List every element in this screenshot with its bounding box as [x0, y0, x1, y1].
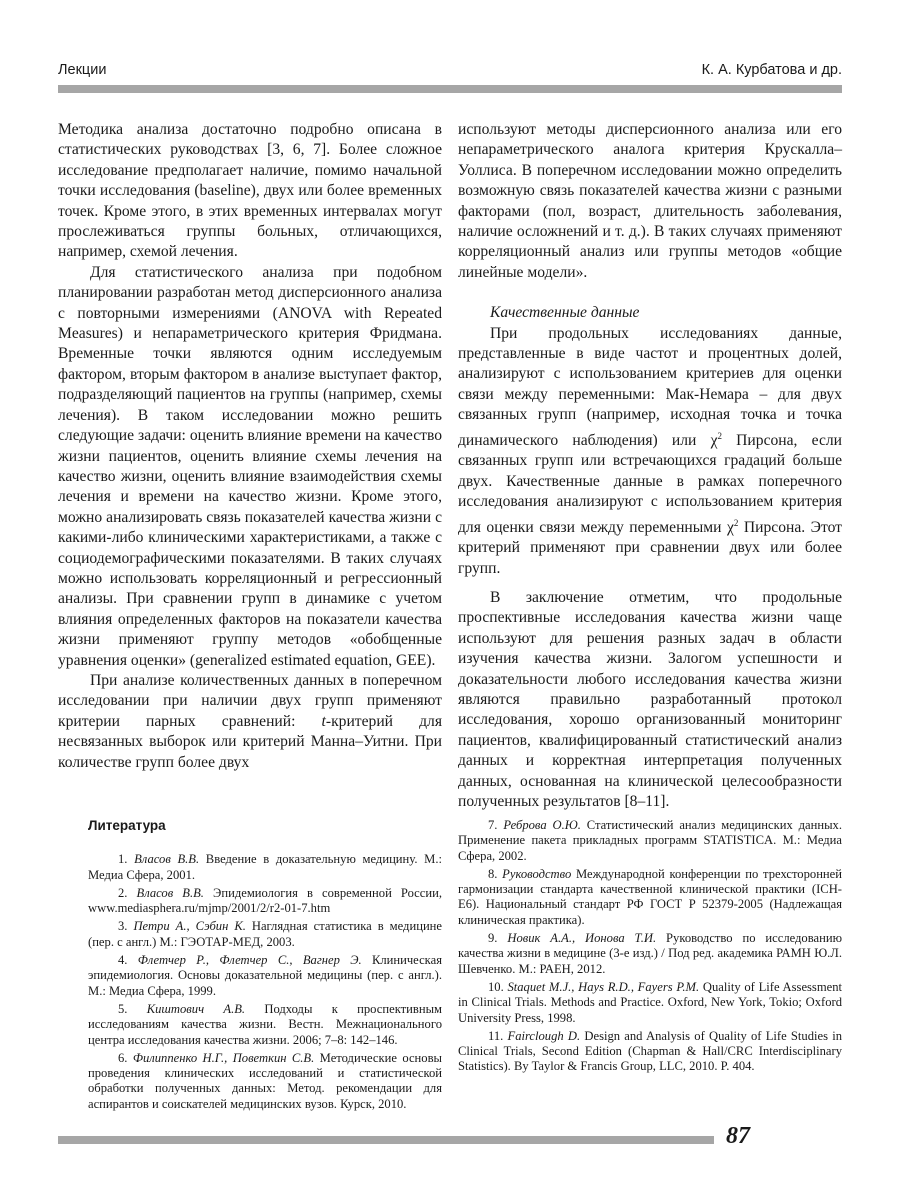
header-rule	[58, 85, 842, 93]
article-body	[58, 120, 842, 820]
reference-number: 2.	[118, 885, 137, 900]
reference-author: Fairclough D.	[507, 1028, 581, 1043]
reference-author: Власов В.В.	[136, 885, 204, 900]
paragraph	[458, 324, 842, 579]
reference-text: Руководство по исследованию качества жизни в медицине (3-е изд.) / Под ред. академика РАМН Ю.Л. Шевченко. М.: РАЕН, 2012.	[458, 931, 842, 976]
reference-text: Введение в доказательную медицину. М.: Медиа Сфера, 2001.	[88, 852, 442, 882]
reference-author: Флетчер Р., Флетчер С., Вагнер Э.	[137, 953, 362, 968]
references-title: Литература	[88, 818, 166, 833]
references-right-column	[458, 818, 842, 1078]
running-header	[58, 62, 842, 84]
header-section-label: Лекции	[58, 62, 107, 78]
reference-number: 3.	[118, 919, 134, 934]
reference-number: 9.	[488, 931, 508, 946]
paragraph-text: Пирсона, если связанных групп или встречающихся градаций больше двух. Качественные данные в рамках поперечного исследования анализируют с использованием критерия для оценки связи между переменными χ	[458, 431, 842, 536]
t-variable: t	[321, 712, 326, 730]
page-number: 87	[726, 1123, 750, 1149]
reference-number: 10.	[488, 979, 508, 994]
reference-number: 6.	[118, 1050, 133, 1065]
superscript: 2	[733, 517, 739, 528]
left-column	[58, 120, 442, 773]
reference-number: 11.	[488, 1028, 508, 1043]
reference-author: Руководство	[502, 866, 572, 881]
reference-text: Quality of Life Assessment in Clinical Trials. Methods and Practice. Oxford, New York, Tokio; Oxford University Press, 1998.	[458, 979, 843, 1025]
reference-item	[88, 1051, 442, 1112]
reference-item	[88, 1002, 442, 1048]
superscript: 2	[717, 430, 722, 441]
reference-text: Статистический анализ медицинских данных. Применение пакета прикладных программ STATISTICA. М.: Медиа Сфера, 2002.	[458, 818, 843, 863]
references-left-column	[88, 818, 442, 1115]
reference-text: Методические основы проведения клинических исследований и статистической обработки полученных данных: Метод. рекомендации для аспирантов и соискателей медицинских вузов. Курск, 2010.	[88, 1050, 442, 1111]
reference-author: Новик А.А., Ионова Т.И.	[507, 931, 657, 946]
reference-text: Эпидемиология в современной России, www.mediasphera.ru/mjmp/2001/2/r2-01-7.htm	[88, 885, 442, 916]
paragraph	[58, 671, 442, 773]
paragraph: Методика анализа достаточно подробно описана в статистических руководствах [3, 6, 7]. Более сложное исследование предполагает наличие, помимо начальной точки исследования (baseline), двух или более временных точек. Кроме этого, в этих временных интервалах могут прослеживаться группы больных, отличающихся, например, схемой лечения.	[58, 121, 442, 261]
paragraph: В заключение отметим, что продольные проспективные исследования качества жизни чаще используют для решения разных задач в области изучения качества жизни. Залогом успешности и доказательности любого исследования качества жизни являются правильно разработанный протокол исследования, хорошо организованный мониторинг пациентов, квалифицированный статистический анализ данных и корректная интерпретация полученных данных, основанная на клинической целесообразности полученных результатов [8–11].	[458, 588, 842, 810]
reference-text: Design and Analysis of Quality of Life Studies in Clinical Trials, Second Edition (Chapman & Hall/CRC Interdisciplinary Statistics). By Taylor & Francis Group, LLC, 2010. P. 404.	[458, 1028, 842, 1074]
paragraph-text: При продольных исследованиях данные, представленные в виде частот и процентных долей, анализируют с использованием критериев для оценки связи между переменными: Мак-Немара – для двух связанных групп (например, исходная точка и точка динамического наблюдения) или χ	[458, 324, 842, 449]
reference-number: 5.	[118, 1001, 147, 1016]
reference-number: 1.	[118, 852, 135, 867]
reference-number: 4.	[118, 953, 138, 968]
right-column	[458, 120, 842, 812]
paragraph-text: -критерий для несвязанных выборок или критерий Манна–Уитни. При количестве групп более двух	[58, 712, 442, 771]
reference-author: Киштович А.В.	[146, 1001, 246, 1016]
section-subheading: Качественные данные	[490, 304, 640, 322]
reference-item	[458, 818, 842, 864]
reference-author: Петри А., Сэбин К.	[133, 919, 246, 934]
footer-rule	[58, 1136, 714, 1144]
reference-number: 8.	[488, 866, 503, 881]
reference-item	[88, 953, 442, 999]
header-authors: К. А. Курбатова и др.	[701, 62, 842, 78]
reference-item	[458, 931, 842, 977]
reference-text: Клиническая эпидемиология. Основы доказательной медицины (пер. с англ.). М.: Медиа Сфера, 1999.	[88, 953, 442, 998]
paragraph-text: Пирсона. Этот критерий применяют при сравнении двух или более групп.	[458, 518, 842, 577]
reference-author: Реброва О.Ю.	[503, 818, 581, 832]
reference-item	[458, 867, 842, 928]
reference-item	[88, 886, 442, 917]
paragraph: Для статистического анализа при подобном планировании разработан метод дисперсионного анализа с повторными измерениями (ANOVA with Repeated Measures) и непараметрического критерия Фридмана. Временные точки являются одним исследуемым фактором, вторым фактором в анализе выступает фактор, подразделяющий пациентов на группы (например, схемы лечения). В таком исследовании можно решить следующие задачи: оценить влияние времени на качество жизни пациентов, оценить влияние схемы лечения на качество жизни, оценить влияние взаимодействия схемы лечения и времени на качество жизни. Кроме этого, можно анализировать связь показателей качества жизни с какими-либо клиническими характеристиками, а также с социодемографическими показателями. В таких случаях можно использовать корреляционный и регрессионный анализы. При сравнении групп в динамике с учетом влияния определенных факторов на показатели качества жизни применяют группу методов «обобщенные уравнения оценки» (generalized estimated equation, GEE).	[58, 263, 442, 669]
reference-author: Staquet M.J., Hays R.D., Fayers P.M.	[507, 979, 700, 994]
reference-item	[88, 919, 442, 950]
reference-item	[458, 1029, 842, 1075]
reference-number: 7.	[488, 818, 504, 832]
reference-item	[88, 852, 442, 883]
references-section	[58, 818, 842, 1118]
reference-item	[458, 980, 842, 1026]
reference-text: Подходы к проспективным исследованиям качества жизни. Вестн. Межнационального центра исследования качества жизни. 2006; 7–8: 142–146.	[88, 1001, 443, 1047]
reference-author: Власов В.В.	[134, 852, 200, 867]
paragraph-text: При анализе количественных данных в поперечном исследовании при наличии двух групп применяют критерии парных сравнений:	[58, 671, 442, 730]
reference-text: Наглядная статистика в медицине (пер. с англ.) М.: ГЭОТАР-МЕД, 2003.	[88, 919, 443, 949]
reference-text: Международной конференции по трехсторонней гармонизации стандарта качественной клинической практики (ICH-E6). Национальный стандарт РФ ГОСТ Р 52379-2005 (Надлежащая клиническая практика).	[458, 866, 842, 927]
reference-author: Филиппенко Н.Г., Поветкин С.В.	[132, 1050, 315, 1065]
paragraph: используют методы дисперсионного анализа или его непараметрического аналога критерия Крускалла–Уоллиса. В поперечном исследовании можно определить возможную связь показателей качества жизни с разными факторами (пол, возраст, длительность заболевания, наличие осложнений и т. д.). В таких случаях применяют корреляционный анализ или группы методов «общие линейные модели».	[458, 121, 842, 281]
